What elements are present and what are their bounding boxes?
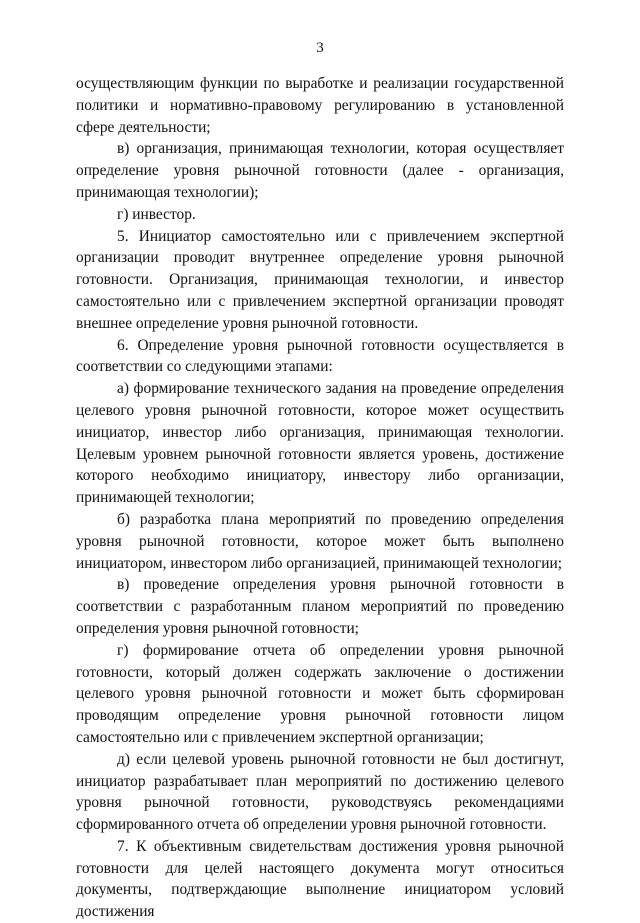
paragraph-stage-d: д) если целевой уровень рыночной готовности не был достигнут, инициатор разрабатывает план мероприятий по достижению целевого уровня рыночной готовности, руководствуясь рекомендациями сформированного отчета об определении уровня рыночной готовности. [76, 750, 564, 834]
paragraph-stage-a: а) формирование технического задания на проведение определения целевого уровня рыночной готовности, которое может осуществить инициатор, инвестор либо организация, принимающая технологии. Целевым уровнем рыночной готовности является уровень, достижение которого необходимо инициатору, инвестору либо организации, принимающей технологии; [76, 380, 564, 507]
paragraph-stage-v: в) проведение определения уровня рыночной готовности в соответствии с разработанным планом мероприятий по проведению определения уровня рыночной готовности; [76, 576, 564, 637]
page-number: 3 [316, 40, 324, 56]
paragraph-stage-g: г) формирование отчета об определении уровня рыночной готовности, который должен содержать заключение о достижении целевого уровня рыночной готовности и может быть сформирован проводящим определение уровня рыночной готовности лицом самостоятельно или с привлечением экспертной организации; [76, 641, 564, 746]
paragraph-clause-5: 5. Инициатор самостоятельно или с привлечением экспертной организации проводит внутреннее определение уровня рыночной готовности. Организация, принимающая технологии, и инвестор самостоятельно или с привлечением экспертной организации проводят внешнее определение уровня рыночной готовности. [76, 227, 564, 332]
paragraph-continuation: осуществляющим функции по выработке и реализации государственной политики и нормативно-правовому регулированию в установленной сфере деятельности; [76, 75, 564, 136]
paragraph-stage-b: б) разработка плана мероприятий по проведению определения уровня рыночной готовности, которое может быть выполнено инициатором, инвестором либо организацией, принимающей технологии; [76, 510, 564, 572]
document-body [76, 73, 564, 923]
paragraph-item-v: в) организация, принимающая технологии, которая осуществляет определение уровня рыночной готовности (далее - организация, принимающая технологии); [76, 140, 564, 201]
paragraph-item-g: г) инвестор. [117, 205, 196, 223]
paragraph-clause-6: 6. Определение уровня рыночной готовности осуществляется в соответствии со следующими этапами: [76, 336, 564, 376]
paragraph-clause-7: 7. К объективным свидетельствам достижения уровня рыночной готовности для целей настоящего документа могут относиться документы, подтверждающие выполнение инициатором условий достижения [76, 837, 564, 921]
